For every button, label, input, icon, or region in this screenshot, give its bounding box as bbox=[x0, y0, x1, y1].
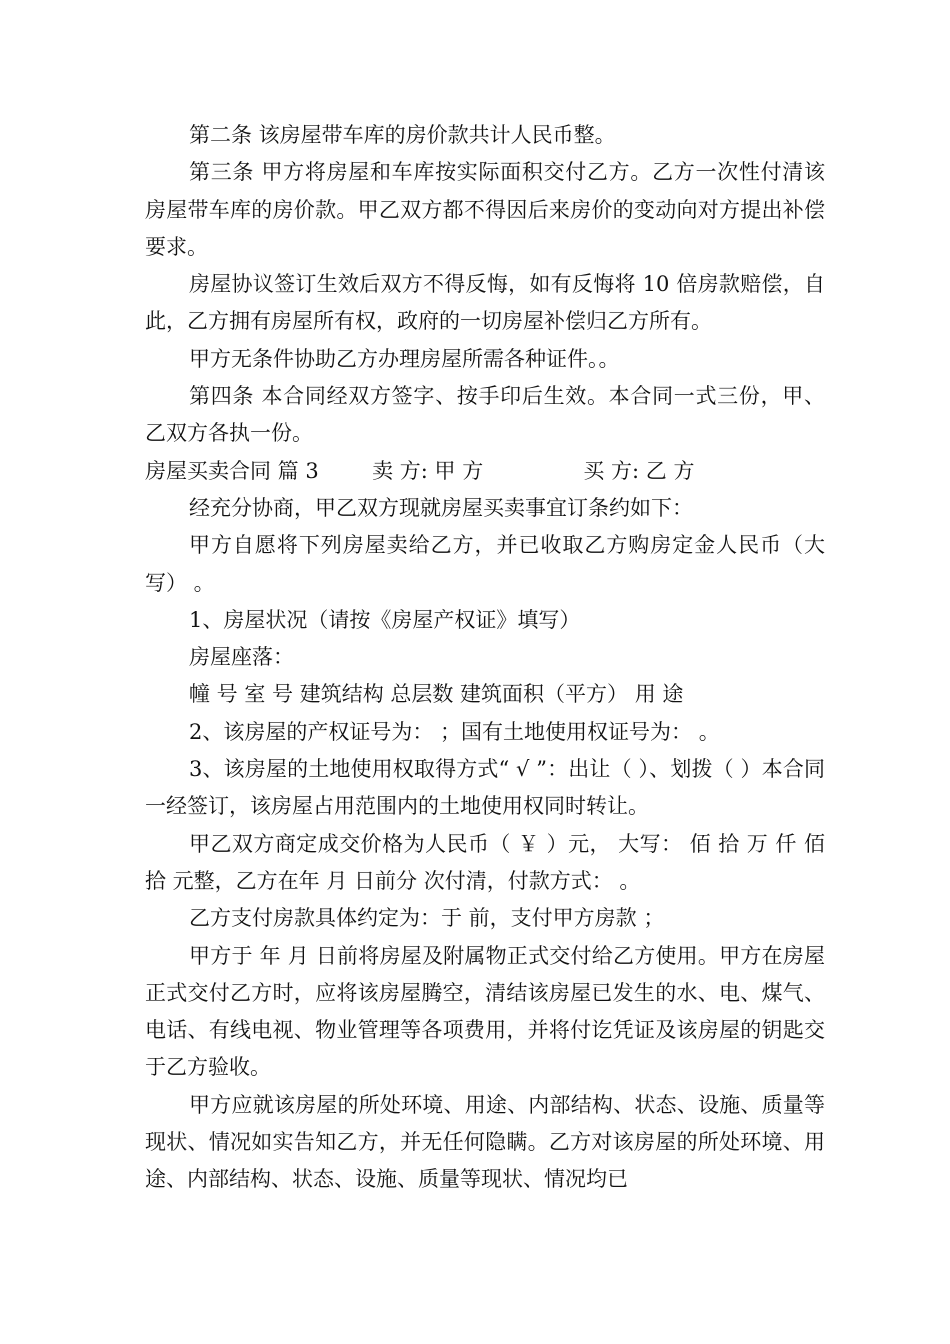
paragraph-house-status: 1、房屋状况（请按《房屋产权证》填写） bbox=[189, 607, 581, 632]
paragraph-article-2: 第二条 该房屋带车库的房价款共计人民币整。 bbox=[189, 123, 616, 147]
paragraph-no-regret-clause: 房屋协议签订生效后双方不得反悔，如有反悔将 10 倍房款赔偿，自此，乙方拥有房屋所有权，政府的一切房屋补偿归乙方所有。 bbox=[145, 272, 825, 334]
contract-3-heading: 房屋买卖合同 篇 3 卖 方: 甲 方 买 方: 乙 方 bbox=[145, 458, 695, 483]
paragraph-delivery: 甲方于 年 月 日前将房屋及附属物正式交付给乙方使用。甲方在房屋正式交付乙方时，应将该房屋腾空，清结该房屋已发生的水、电、煤气、电话、有线电视、物业管理等各项费用，并将付讫凭证及该房屋的钥匙交于乙方验收。 bbox=[145, 943, 825, 1080]
paragraph-article-4: 第四条 本合同经双方签字、按手印后生效。本合同一式三份，甲、乙双方各执一份。 bbox=[145, 384, 825, 446]
paragraph-article-3: 第三条 甲方将房屋和车库按实际面积交付乙方。乙方一次性付清该房屋带车库的房价款。甲乙双方都不得因后来房价的变动向对方提出补偿要求。 bbox=[145, 160, 825, 259]
paragraph-payment-terms: 乙方支付房款具体约定为：于 前，支付甲方房款 ； bbox=[189, 906, 665, 931]
paragraph-land-use-rights: 3、该房屋的土地使用权取得方式“ √ ”：出让（ ）、划拨（ ）本合同一经签订，该房屋占用范围内的土地使用权同时转让。 bbox=[145, 757, 825, 819]
document-body bbox=[145, 117, 825, 1199]
paragraph-negotiation: 经充分协商，甲乙双方现就房屋买卖事宜订条约如下： bbox=[189, 495, 693, 520]
paragraph-house-fields: 幢 号 室 号 建筑结构 总层数 建筑面积（平方） 用 途 bbox=[189, 682, 684, 707]
paragraph-certificate-numbers: 2、该房屋的产权证号为： ；国有土地使用权证号为： 。 bbox=[189, 719, 720, 744]
paragraph-house-location: 房屋座落： bbox=[189, 645, 294, 670]
paragraph-certificate-assistance: 甲方无条件协助乙方办理房屋所需各种证件。。 bbox=[189, 346, 620, 371]
paragraph-disclosure: 甲方应就该房屋的所处环境、用途、内部结构、状态、设施、质量等现状、情况如实告知乙方，并无任何隐瞒。乙方对该房屋的所处环境、用途、内部结构、状态、设施、质量等现状、情况均已 bbox=[145, 1092, 825, 1192]
paragraph-price: 甲乙双方商定成交价格为人民币（ ￥ ）元， 大写： 佰 拾 万 仟 佰 拾 元整，乙方在年 月 日前分 次付清，付款方式： 。 bbox=[145, 831, 825, 893]
paragraph-deposit: 甲方自愿将下列房屋卖给乙方，并已收取乙方购房定金人民币（大写） 。 bbox=[145, 533, 825, 595]
